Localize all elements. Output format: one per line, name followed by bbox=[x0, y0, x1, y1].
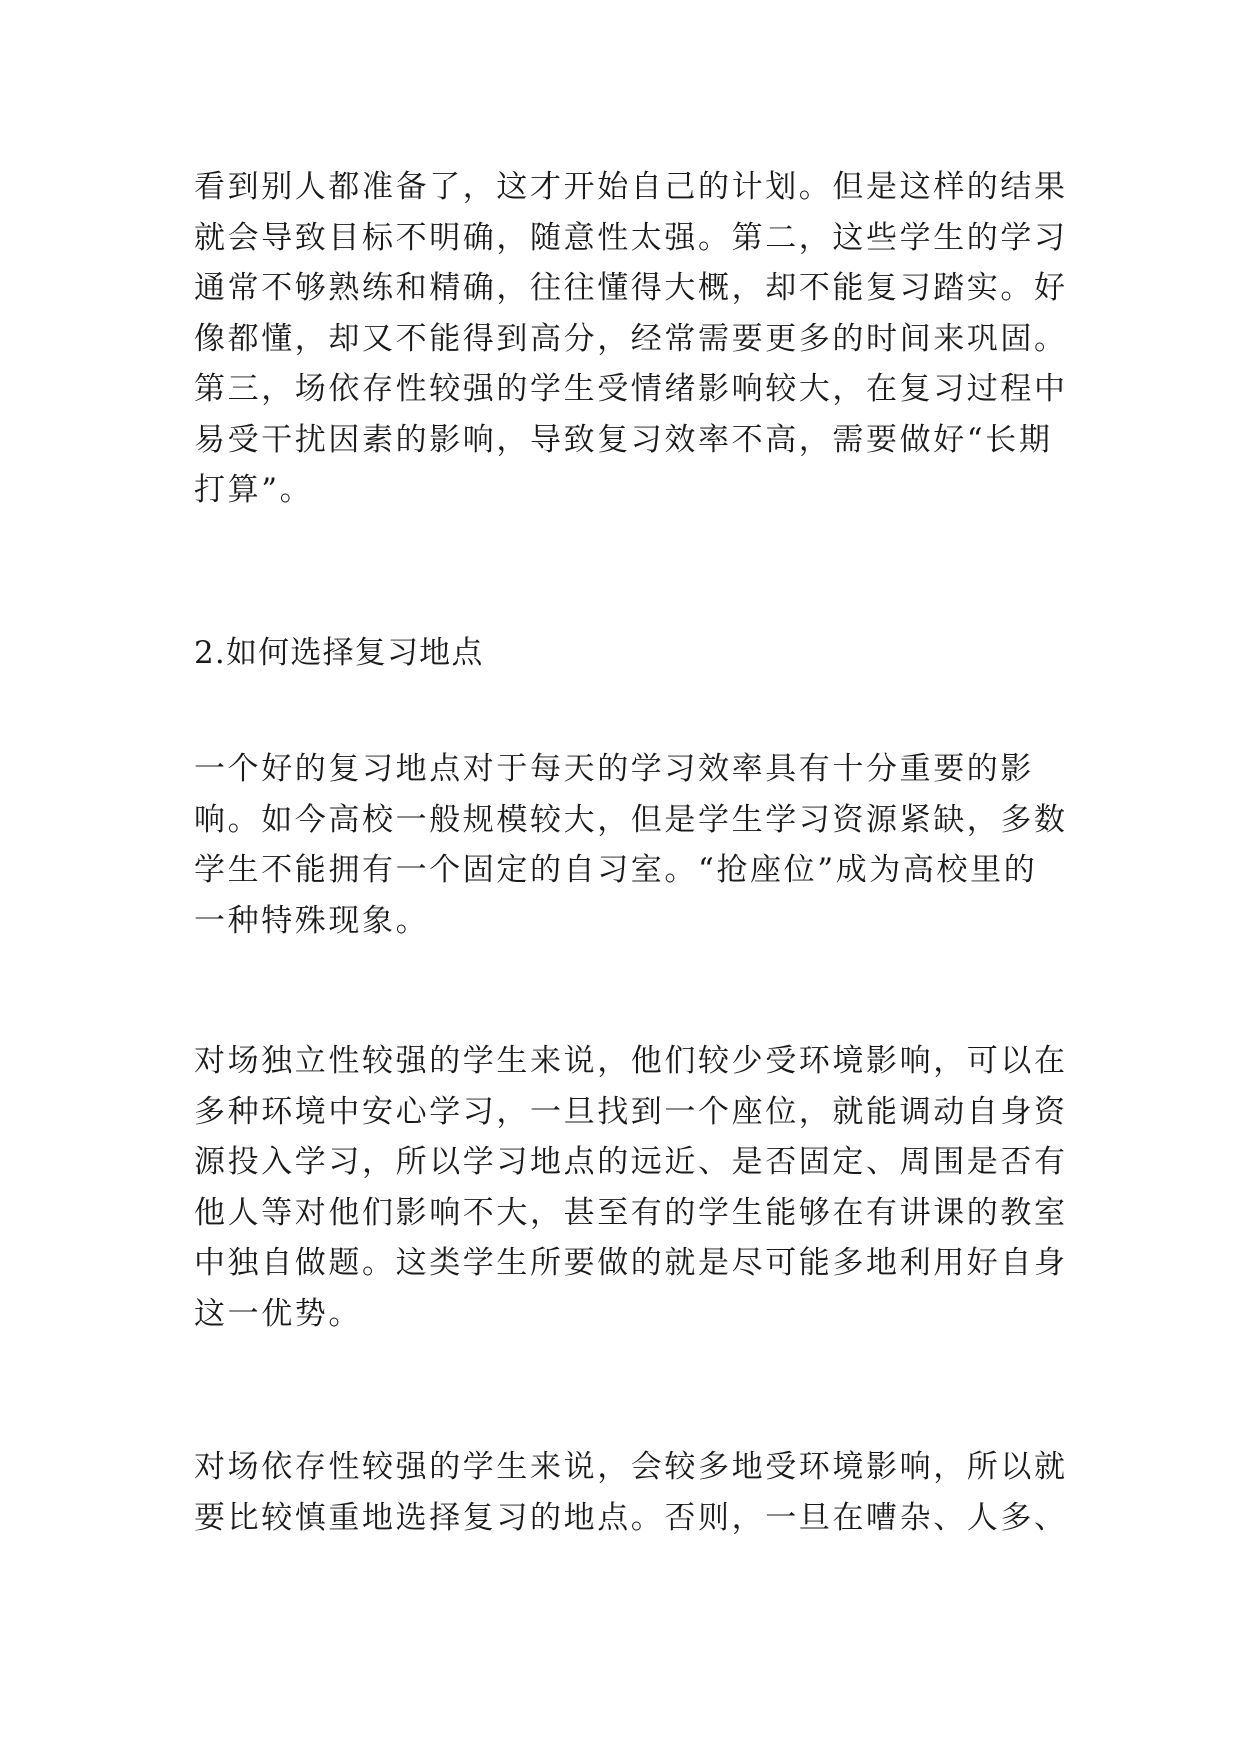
text-line: 一种特殊现象。 bbox=[194, 902, 430, 939]
paragraph-study-location bbox=[194, 744, 1074, 946]
text-line: 打算”。 bbox=[194, 472, 314, 508]
text-line: 对场依存性较强的学生来说，会较多地受环境影响，所以就 bbox=[194, 1449, 1068, 1485]
section-heading bbox=[194, 628, 1074, 679]
text-line: 要比较慎重地选择复习的地点。否则，一旦在嘈杂、人多、 bbox=[194, 1499, 1068, 1536]
paragraph-field-independent bbox=[194, 1036, 1074, 1339]
text-line: 中独自做题。这类学生所要做的就是尽可能多地利用好自身 bbox=[194, 1245, 1068, 1281]
text-line: 响。如今高校一般规模较大，但是学生学习资源紧缺，多数 bbox=[194, 801, 1068, 838]
text-line: 像都懂，却又不能得到高分，经常需要更多的时间来巩固。 bbox=[194, 320, 1068, 357]
text-line: 看到别人都准备了，这才开始自己的计划。但是这样的结果 bbox=[194, 169, 1068, 205]
text-line: 源投入学习，所以学习地点的远近、是否固定、周围是否有 bbox=[194, 1144, 1068, 1180]
text-line: 学生不能拥有一个固定的自习室。“抢座位”成为高校里的 bbox=[194, 852, 1038, 888]
text-line: 这一优势。 bbox=[194, 1295, 362, 1332]
text-line: 易受干扰因素的影响，导致复习效率不高，需要做好“长期 bbox=[194, 421, 1053, 458]
text-line: 就会导致目标不明确，随意性太强。第二，这些学生的学习 bbox=[194, 219, 1068, 256]
text-line: 多种环境中安心学习，一旦找到一个座位，就能调动自身资 bbox=[194, 1093, 1068, 1130]
text-line: 通常不够熟练和精确，往往懂得大概，却不能复习踏实。好 bbox=[194, 270, 1068, 306]
heading-text: 2.如何选择复习地点 bbox=[194, 635, 484, 671]
paragraph-continued bbox=[194, 162, 1074, 516]
paragraph-field-dependent bbox=[194, 1442, 1074, 1543]
text-line: 第三，场依存性较强的学生受情绪影响较大，在复习过程中 bbox=[194, 371, 1068, 407]
text-line: 一个好的复习地点对于每天的学习效率具有十分重要的影 bbox=[194, 751, 1034, 787]
text-line: 他人等对他们影响不大，甚至有的学生能够在有讲课的教室 bbox=[194, 1194, 1068, 1231]
text-line: 对场独立性较强的学生来说，他们较少受环境影响，可以在 bbox=[194, 1043, 1068, 1079]
